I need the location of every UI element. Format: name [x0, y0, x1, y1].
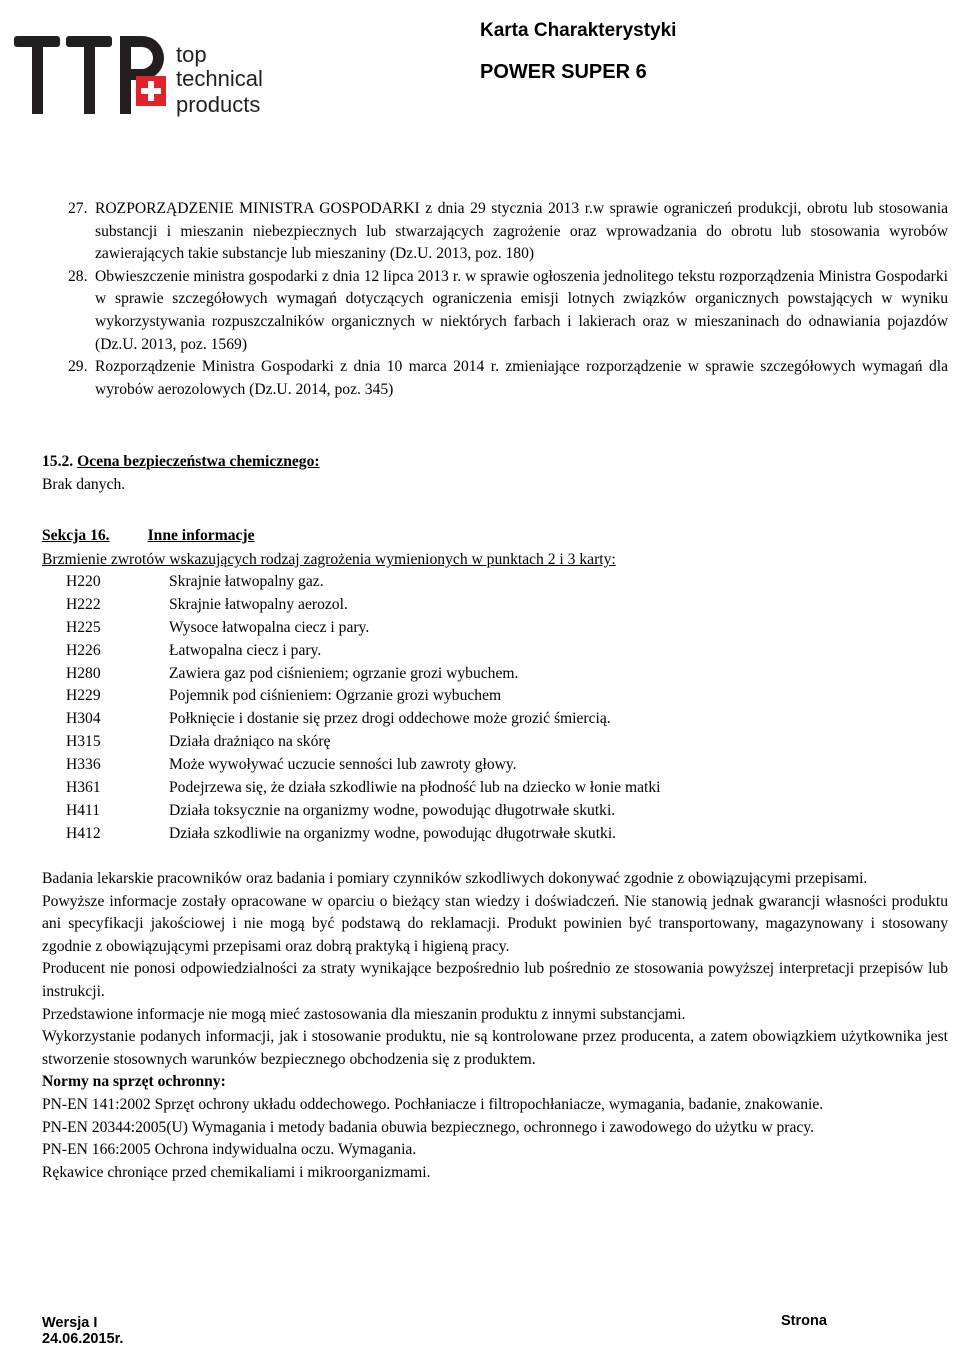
hphrase-row: H336 Może wywoływać uczucie senności lub zawroty głowy. — [66, 756, 517, 774]
regulation-item: 27. ROZPORZĄDZENIE MINISTRA GOSPODARKI z dnia 29 stycznia 2013 r.w sprawie ograniczeń produkcji, obrotu lub stosowania substancji i mieszanin niebezpiecznych lub stwarzających zagrożenie oraz wprowadzania do obrotu lub stosowania wyrobów zawierających takie substancje lub mieszaniny (Dz.U. 2013, poz. 180) — [68, 200, 948, 263]
hphrase-row: H222 Skrajnie łatwopalny aerozol. — [66, 595, 348, 613]
company-logo — [14, 20, 263, 130]
footer-date: 24.06.2015r. — [42, 1331, 124, 1347]
regulation-item: 29. Rozporządzenie Ministra Gospodarki z dnia 10 marca 2014 r. zmieniające rozporządzenie w sprawie szczegółowych wymagań dla wyrobów aerozolowych (Dz.U. 2014, poz. 345) — [68, 358, 948, 398]
norms-heading: Normy na sprzęt ochronny: — [42, 1073, 226, 1091]
hphrases-list — [66, 571, 926, 846]
info-paragraph: Powyższe informacje zostały opracowane w oparciu o bieżący stan wiedzy i doświadczeń. Nie stanowią jednak gwarancji własności produktu ani specyfikacji jakościowej i nie mogą być podstawą do reklamacji. Produkt powinien być transportowany, magazynowany i stosowany zgodnie z obowiązującymi przepisami oraz dobrą praktyką i higieną pracy. — [42, 892, 948, 955]
norm-item: PN-EN 20344:2005(U) Wymagania i metody badania obuwia bezpiecznego, ochronnego i zawodowego do użytku w pracy. — [42, 1118, 815, 1136]
hphrase-row: H226 Łatwopalna ciecz i pary. — [66, 641, 322, 659]
hphrase-row: H412 Działa szkodliwie na organizmy wodne, powodując długotrwałe skutki. — [66, 824, 617, 842]
hphrase-row: H225 Wysoce łatwopalna ciecz i pary. — [66, 618, 370, 636]
hphrase-row: H361 Podejrzewa się, że działa szkodliwie na płodność lub na dziecko w łonie matki — [66, 779, 661, 797]
document-title: Karta Charakterystyki — [480, 20, 677, 41]
regulation-item: 28. Obwieszczenie ministra gospodarki z dnia 12 lipca 2013 r. w sprawie ogłoszenia jednolitego tekstu rozporządzenia Ministra Gospodarki w sprawie szczegółowych wymagań dotyczących ograniczenia emisji lotnych związków organicznych powstających w wyniku wykorzystywania rozpuszczalników organicznych w niektórych farbach i lakierach oraz w mieszaninach do odnawiania pojazdów (Dz.U. 2013, poz. 1569) — [68, 267, 948, 353]
section-15-2-heading: 15.2. Ocena bezpieczeństwa chemicznego: — [42, 453, 320, 470]
norm-item: PN-EN 166:2005 Ochrona indywidualna oczu. Wymagania. — [42, 1141, 417, 1159]
hphrase-row: H304 Połknięcie i dostanie się przez drogi oddechowe może grozić śmiercią. — [66, 710, 611, 728]
info-paragraph: Producent nie ponosi odpowiedzialności za straty wynikające bezpośrednio lub pośrednio ze stosowania powyższej interpretacji przepisów lub instrukcji. — [42, 960, 948, 1000]
svg-text:top: top — [176, 42, 207, 67]
section-15-2-text: Brak danych. — [42, 476, 126, 493]
footer-version: Wersja I — [42, 1315, 98, 1331]
info-paragraph: Przedstawione informacje nie mogą mieć zastosowania dla mieszanin produktu z innymi substancjami. — [42, 1005, 686, 1023]
regulation-list — [68, 198, 948, 401]
section-16-heading: Sekcja 16. Inne informacje — [42, 527, 255, 544]
info-paragraph: Badania lekarskie pracowników oraz badania i pomiary czynników szkodliwych dokonywać zgodnie z obowiązującymi przepisami. — [42, 870, 868, 887]
footer-page-label: Strona — [781, 1313, 827, 1329]
norm-item: PN-EN 141:2002 Sprzęt ochrony układu oddechowego. Pochłaniacze i filtropochłaniacze, wymagania, badanie, znakowanie. — [42, 1095, 824, 1113]
hphrase-row: H411 Działa toksycznie na organizmy wodne, powodując długotrwałe skutki. — [66, 801, 616, 819]
product-name: POWER SUPER 6 — [480, 61, 647, 83]
info-paragraph: Wykorzystanie podanych informacji, jak i stosowanie produktu, nie są kontrolowane przez producenta, a zatem obowiązkiem użytkownika jest stworzenie stosownych warunków bezpiecznego obchodzenia się z produktem. — [42, 1028, 948, 1068]
hphrase-row: H220 Skrajnie łatwopalny gaz. — [66, 573, 324, 590]
hphrase-row: H315 Działa drażniąco na skórę — [66, 733, 331, 751]
svg-text:technical: technical — [176, 66, 263, 91]
svg-text:products: products — [176, 92, 261, 117]
norm-item: Rękawice chroniące przed chemikaliami i mikroorganizmami. — [42, 1163, 431, 1181]
hphrase-row: H229 Pojemnik pod ciśnieniem: Ogrzanie grozi wybuchem — [66, 687, 502, 705]
info-paragraphs — [42, 868, 948, 1184]
hphrases-heading: Brzmienie zwrotów wskazujących rodzaj zagrożenia wymienionych w punktach 2 i 3 karty: — [42, 551, 616, 568]
hphrase-row: H280 Zawiera gaz pod ciśnieniem; ogrzanie grozi wybuchem. — [66, 664, 519, 682]
